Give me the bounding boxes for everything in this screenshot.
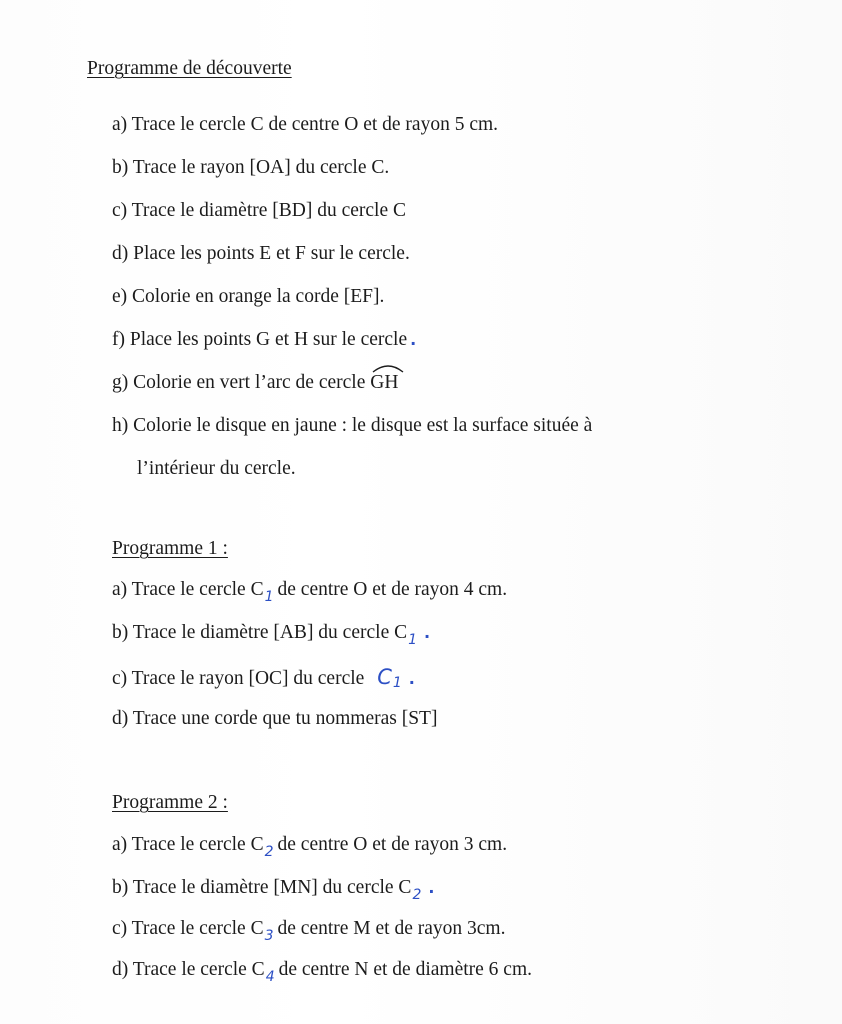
heading-programme-decouverte: Programme de découverte — [87, 58, 292, 79]
ink-dot: . — [428, 878, 435, 897]
programme1-item-b-start: b) Trace le diamètre [AB] du cercle C — [112, 622, 408, 643]
programme2-item-a-end: de centre O et de rayon 3 cm. — [277, 834, 508, 855]
decouverte-item-f — [112, 329, 416, 351]
ink-dot: . — [408, 669, 415, 688]
arc-label: GH — [370, 372, 399, 393]
programme1-item-c — [112, 665, 415, 690]
arc-symbol-icon — [371, 363, 405, 373]
decouverte-item-g-text: g) Colorie en vert l’arc de cercle — [112, 372, 366, 393]
programme2-item-a — [112, 834, 508, 860]
decouverte-item-h: h) Colorie le disque en jaune : le disque est la surface située à — [112, 415, 593, 436]
decouverte-item-e: e) Colorie en orange la corde [EF]. — [112, 286, 385, 307]
subscript-3: 3 — [264, 928, 274, 944]
handwritten-c: C — [377, 665, 392, 689]
programme1-item-c-start: c) Trace le rayon [OC] du cercle — [112, 668, 370, 689]
decouverte-item-h-continued: l’intérieur du cercle. — [137, 458, 296, 479]
subscript-1: 1 — [408, 632, 418, 648]
programme2-item-b-start: b) Trace le diamètre [MN] du cercle C — [112, 877, 412, 898]
programme1-item-a-start: a) Trace le cercle C — [112, 579, 264, 600]
heading-programme-2: Programme 2 : — [112, 792, 228, 813]
programme2-item-a-start: a) Trace le cercle C — [112, 834, 264, 855]
programme1-item-a — [112, 579, 508, 605]
decouverte-item-g — [112, 372, 398, 394]
arc-gh-notation — [370, 372, 398, 394]
programme2-item-c-start: c) Trace le cercle C — [112, 918, 264, 939]
heading-programme-1: Programme 1 : — [112, 538, 228, 559]
programme1-item-d: d) Trace une corde que tu nommeras [ST] — [112, 708, 438, 729]
subscript-2: 2 — [264, 844, 274, 860]
programme2-item-c-end: de centre M et de rayon 3cm. — [277, 918, 506, 939]
subscript-4: 4 — [265, 969, 275, 985]
programme1-item-a-end: de centre O et de rayon 4 cm. — [277, 579, 508, 600]
decouverte-item-c: c) Trace le diamètre [BD] du cercle C — [112, 200, 407, 221]
programme2-item-b — [112, 877, 435, 903]
programme2-item-d-end: de centre N et de diamètre 6 cm. — [278, 959, 532, 980]
subscript-2: 2 — [412, 887, 422, 903]
programme2-item-d — [112, 959, 532, 985]
subscript-1: 1 — [264, 589, 274, 605]
decouverte-item-a: a) Trace le cercle C de centre O et de rayon 5 cm. — [112, 114, 499, 135]
decouverte-item-d: d) Place les points E et F sur le cercle. — [112, 243, 410, 264]
decouverte-item-f-text: f) Place les points G et H sur le cercle — [112, 329, 408, 350]
programme2-item-d-start: d) Trace le cercle C — [112, 959, 265, 980]
ink-dot: . — [424, 623, 431, 642]
subscript-1: 1 — [392, 675, 402, 691]
programme1-item-b — [112, 622, 431, 648]
decouverte-item-b: b) Trace le rayon [OA] du cercle C. — [112, 157, 390, 178]
programme2-item-c — [112, 918, 506, 944]
ink-dot: . — [410, 330, 417, 349]
